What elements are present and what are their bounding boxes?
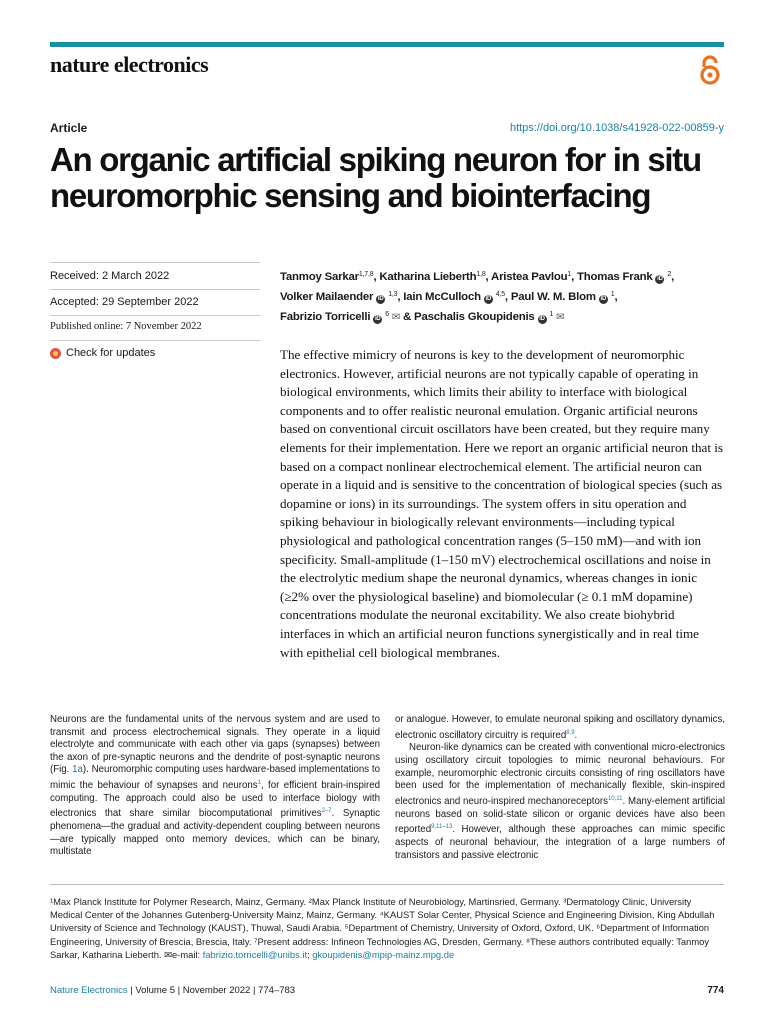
footnote-divider xyxy=(50,884,724,885)
published-date: Published online: 7 November 2022 xyxy=(50,321,202,332)
body-text: . However, although these approaches can mimic specific aspects of neuronal behaviour, the integration of a large numbers of transistors and passive electronic xyxy=(395,824,725,861)
orcid-icon[interactable]: iD xyxy=(657,276,663,282)
author: , Aristea Pavlou xyxy=(485,271,568,283)
reference-link[interactable]: 2–7 xyxy=(321,808,332,815)
body-text: , for efficient brain-inspired computing. The approach could also be used to interface biology with electronics that share similar biocomputational primitives xyxy=(50,780,380,820)
journal-accent-bar xyxy=(50,42,724,47)
author-affil: 1,3 xyxy=(388,291,398,298)
body-text: . Many-element artificial neurons based on solid-state silicon or organic devices have also been reported xyxy=(395,796,725,836)
author: , Katharina Lieberth xyxy=(373,271,477,283)
abstract: The effective mimicry of neurons is key to the development of neuromorphic electronics. However, artificial neurons are not typically capable of operating in biological environments, which limits their ability to interface with biological components and to offer realistic neuronal emulation. Organic artificial neurons based on conventional circuit oscillators have been created, but they require many elements for their implementation. Here we report an organic artificial neuron that is based on a compact nonlinear electrochemical element. The artificial neuron can operate in a liquid and is sensitive to the concentration of biological species (such as dopamine or ions) in its surroundings. The system offers in situ operation and spiking behaviour in biologically relevant environments—including typical physiological and pathological concentration ranges (5–150 mM)—and with ion specificity. Small-amplitude (1–150 mV) electrochemical oscillations and noise in the electrolytic medium shape the neuronal dynamics, whereas changes in ionic (≥2% over the physiological baseline) and biomolecular (≥ 0.1 mM dopamine) concentrations modulate the neuronal excitability. We also create biohybrid interfaces in which an artificial neuron functions synergistically and in real time with epithelial cell biological membranes. xyxy=(280,347,723,660)
check-updates-button[interactable] xyxy=(50,347,260,359)
author: Volker Mailaender xyxy=(280,291,374,303)
body-column-left xyxy=(50,714,380,859)
divider xyxy=(50,315,260,316)
accepted-date: Accepted: 29 September 2022 xyxy=(50,296,199,308)
body-text: . Synaptic phenomena—the gradual and activity-dependent coupling between neurons—are typically mapped onto memory devices, which can be binary, multistate xyxy=(50,808,380,858)
author-affil: 1,8 xyxy=(476,271,486,278)
reference-link[interactable]: 9,11–13 xyxy=(431,824,453,831)
body-text: Neuron-like dynamics can be created with conventional micro-electronics using oscillatory circuit topologies to mimic neuronal behaviours. For example, neuromorphic electronic circuits consisting of ring oscillators have been used for the implementation of mechanically flexible, skin-inspired electronics and neuro-inspired mechanoreceptors xyxy=(395,742,725,808)
reference-link[interactable]: 1 xyxy=(257,779,261,786)
email-link[interactable]: gkoupidenis@mpip-mainz.mpg.de xyxy=(312,948,455,960)
author-affil: 1 xyxy=(567,271,572,278)
body-paragraph xyxy=(395,742,725,862)
article-type: Article xyxy=(50,121,88,135)
orcid-icon[interactable]: iD xyxy=(539,316,545,322)
body-text: or analogue. However, to emulate neuronal spiking and oscillatory dynamics, electronic oscillatory circuitry is required xyxy=(395,714,725,741)
article-title: An organic artificial spiking neuron for in situ neuromorphic sensing and biointerfacing xyxy=(50,141,701,214)
received-date: Received: 2 March 2022 xyxy=(50,270,170,282)
author-affil: 2 xyxy=(667,271,672,278)
author-list: Tanmoy Sarkar$^{1,7,8}$, Katharina Lieberth$^{1,8}$, Aristea Pavlou$^1$, Thomas Frank iD $^2$, Volker Mailaender iD $^{1,3}$, Iain McCulloch iD $^{4,5}$, Paul W. M. Blom iD $^1$, Fabrizio Torricelli iD $^6$ ✉ & Paschalis Gkoupidenis iD $^1$ ✉ xyxy=(280,271,675,323)
author-affil: 1 xyxy=(549,311,554,318)
mail-icon[interactable]: ✉ xyxy=(556,312,565,323)
author: Fabrizio Torricelli xyxy=(280,311,371,323)
body-text: ). Neuromorphic computing uses hardware-based implementations to mimic the behaviour of synapses and neurons xyxy=(50,764,380,792)
author: , Thomas Frank xyxy=(571,271,653,283)
body-paragraph xyxy=(50,714,380,859)
author-affil: 1 xyxy=(610,291,615,298)
orcid-icon[interactable]: iD xyxy=(377,296,384,302)
open-access-icon xyxy=(697,54,723,86)
author-affil: 6 xyxy=(385,311,389,318)
author: Tanmoy Sarkar xyxy=(280,271,359,283)
divider xyxy=(50,289,260,290)
journal-name: nature electronics xyxy=(50,52,209,77)
author: , Paul W. M. Blom xyxy=(504,291,596,303)
body-paragraph xyxy=(395,714,725,742)
author-affil: 1,7,8 xyxy=(358,271,374,278)
affiliations xyxy=(50,895,724,961)
divider xyxy=(50,262,260,263)
page-number: 774 xyxy=(707,985,724,996)
orcid-icon[interactable]: iD xyxy=(600,296,607,302)
body-column-right xyxy=(395,714,725,862)
footer-citation xyxy=(50,985,295,996)
author: & Paschalis Gkoupidenis xyxy=(400,311,535,323)
figure-link[interactable]: 1a xyxy=(72,764,83,776)
orcid-icon[interactable]: iD xyxy=(485,296,492,302)
body-text: Neurons are the fundamental units of the nervous system and are used to transmit and process electrochemical signals. They operate in a liquid electrolyte and communicate with each other via gaps (synapses) between the axon of pre-synaptic neurons and the dendrite of post-synaptic neurons (Fig. xyxy=(50,714,380,776)
mail-icon[interactable]: ✉ xyxy=(391,312,401,323)
separator: ; xyxy=(307,948,313,960)
author-affil: 4,5 xyxy=(495,291,505,298)
reference-link[interactable]: 8,9 xyxy=(566,729,575,736)
footer-journal[interactable]: Nature Electronics xyxy=(50,985,128,996)
affiliations-text: ¹Max Planck Institute for Polymer Research, Mainz, Germany. ²Max Planck Institute of Neurobiology, Martinsried, Germany. ³Dermatology Clinic, University Medical Center of the Johannes Gutenberg-University Mainz, Mainz, Germany. ⁴KAUST Solar Center, Physical Science and Engineering Division, King Abdullah University of Science and Technology (KAUST), Thuwal, Saudi Arabia. ⁵Department of Chemistry, University of Oxford, Oxford, UK. ⁶Department of Information Engineering, University of Brescia, Brescia, Italy. ⁷Present address: Infineon Technologies AG, Dresden, Germany. ⁸These authors contributed equally: Tanmoy Sarkar, Katharina Lieberth. ✉e-mail: xyxy=(50,896,715,960)
email-link[interactable]: fabrizio.torricelli@unibs.it xyxy=(202,948,308,960)
body-text: . xyxy=(574,729,578,741)
reference-link[interactable]: 10,11 xyxy=(607,795,623,802)
divider xyxy=(50,340,260,341)
doi-link[interactable]: https://doi.org/10.1038/s41928-022-00859-y xyxy=(509,122,724,134)
check-updates-label: Check for updates xyxy=(66,347,156,359)
author: , Iain McCulloch xyxy=(397,291,481,303)
orcid-icon[interactable]: iD xyxy=(374,316,381,322)
check-updates-icon xyxy=(50,348,61,359)
footer-volume: | Volume 5 | November 2022 | 774–783 xyxy=(127,985,296,996)
